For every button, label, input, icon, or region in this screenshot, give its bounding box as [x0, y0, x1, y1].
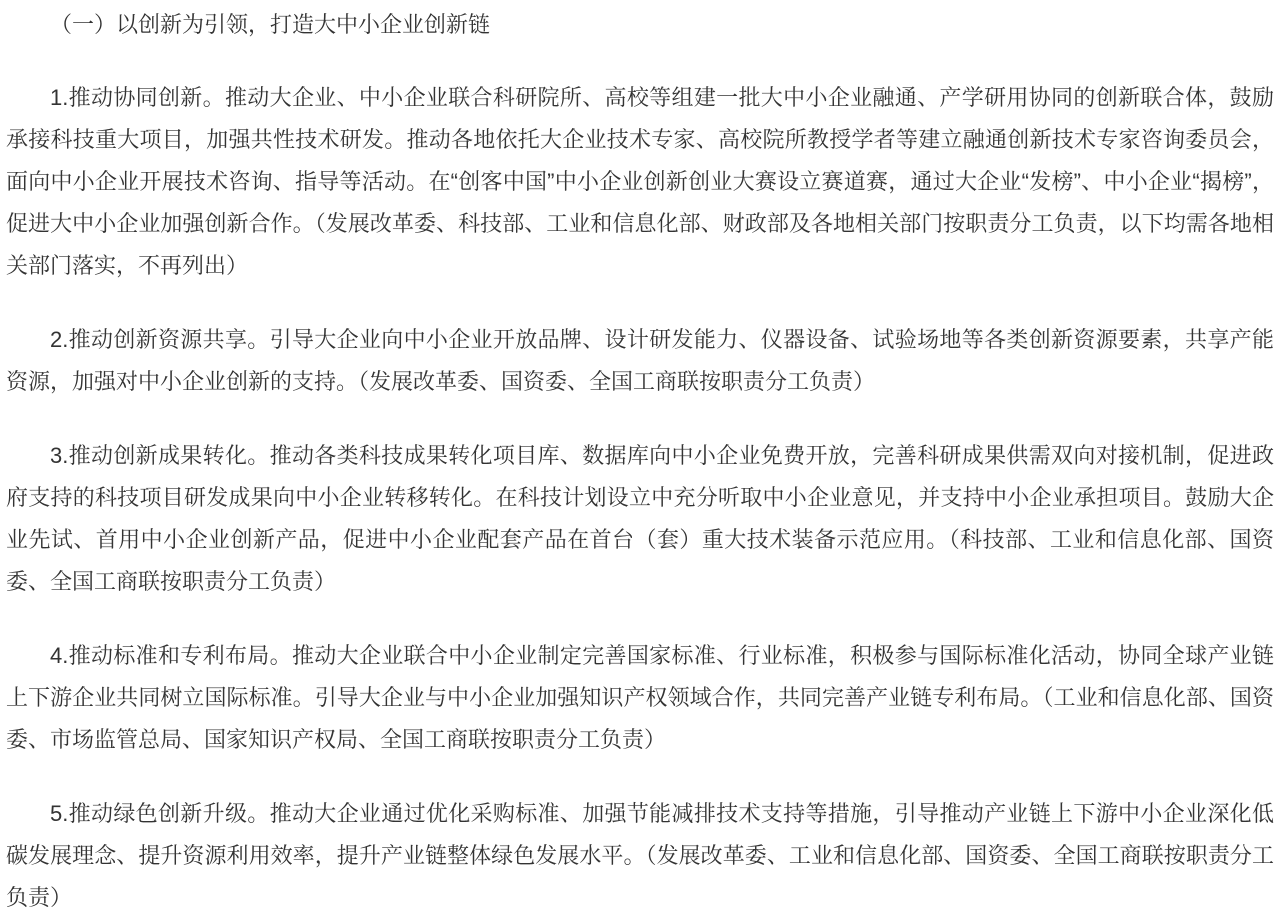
paragraph-3: 3.推动创新成果转化。推动各类科技成果转化项目库、数据库向中小企业免费开放，完善科研成果供需双向对接机制，促进政府支持的科技项目研发成果向中小企业转移转化。在科技计划设立中充分听取中小企业意见，并支持中小企业承担项目。鼓励大企业先试、首用中小企业创新产品，促进中小企业配套产品在首台（套）重大技术装备示范应用。（科技部、工业和信息化部、国资委、全国工商联按职责分工负责） [6, 443, 1274, 594]
paragraph-2: 2.推动创新资源共享。引导大企业向中小企业开放品牌、设计研发能力、仪器设备、试验场地等各类创新资源要素，共享产能资源，加强对中小企业创新的支持。（发展改革委、国资委、全国工商联按职责分工负责） [6, 327, 1274, 394]
section-heading: （一）以创新为引领，打造大中小企业创新链 [50, 12, 491, 37]
paragraph-5: 5.推动绿色创新升级。推动大企业通过优化采购标准、加强节能减排技术支持等措施，引导推动产业链上下游中小企业深化低碳发展理念、提升资源利用效率，提升产业链整体绿色发展水平。（发展改革委、工业和信息化部、国资委、全国工商联按职责分工负责） [6, 801, 1274, 910]
paragraph-1: 1.推动协同创新。推动大企业、中小企业联合科研院所、高校等组建一批大中小企业融通、产学研用协同的创新联合体，鼓励承接科技重大项目，加强共性技术研发。推动各地依托大企业技术专家、高校院所教授学者等建立融通创新技术专家咨询委员会，面向中小企业开展技术咨询、指导等活动。在“创客中国”中小企业创新创业大赛设立赛道赛，通过大企业“发榜”、中小企业“揭榜”，促进大中小企业加强创新合作。（发展改革委、科技部、工业和信息化部、财政部及各地相关部门按职责分工负责，以下均需各地相关部门落实，不再列出） [6, 85, 1274, 278]
paragraph-4: 4.推动标准和专利布局。推动大企业联合中小企业制定完善国家标准、行业标准，积极参与国际标准化活动，协同全球产业链上下游企业共同树立国际标准。引导大企业与中小企业加强知识产权领域合作，共同完善产业链专利布局。（工业和信息化部、国资委、市场监管总局、国家知识产权局、全国工商联按职责分工负责） [6, 643, 1274, 752]
